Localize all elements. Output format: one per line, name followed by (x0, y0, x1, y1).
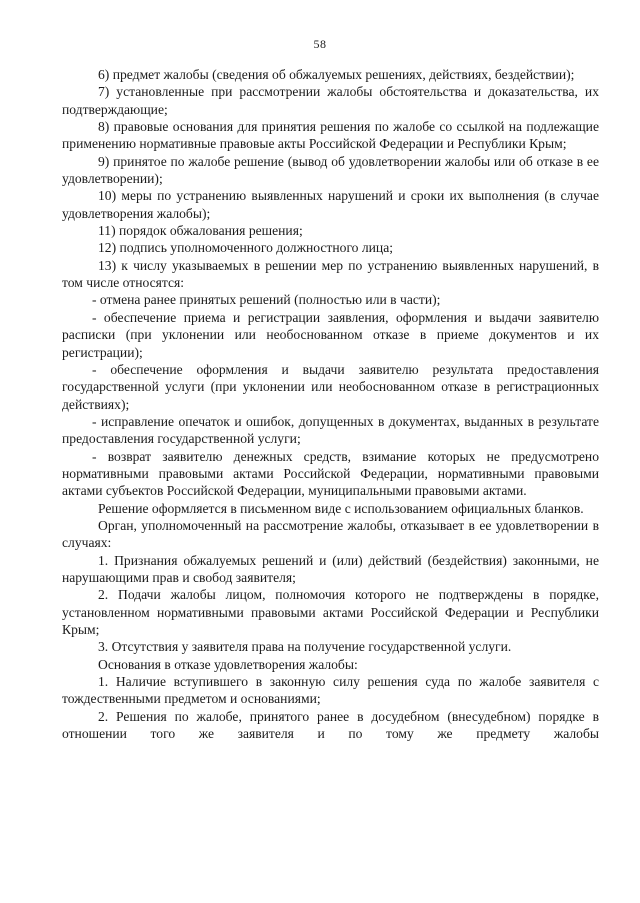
decision-form: Решение оформляется в письменном виде с использованием официальных бланков. (98, 500, 584, 516)
refusal-intro: Орган, уполномоченный на рассмотрение жалобы, отказывает в ее удовлетворении в случаях: (62, 517, 599, 551)
page-number: 58 (313, 37, 327, 51)
measure-cancel-decisions: - отмена ранее принятых решений (полностью или в части); (92, 292, 441, 308)
paragraph-13: 13) к числу указываемых в решении мер по устранению выявленных нарушений, в том числе относятся: (62, 257, 599, 291)
refusal-case-2: 2. Подачи жалобы лицом, полномочия которого не подтверждены в порядке, установленном нормативными правовыми актами Российской Федерации и Республики Крым; (62, 587, 599, 637)
measure-refund: - возврат заявителю денежных средств, взимание которых не предусмотрено нормативными правовыми актами Российской Федерации, нормативными правовыми актами субъектов Российской Федерации, муниципальными правовыми актами. (62, 448, 599, 499)
paragraph-10: 10) меры по устранению выявленных нарушений и сроки их выполнения (в случае удовлетворения жалобы); (62, 188, 599, 221)
rejection-grounds-heading: Основания в отказе удовлетворения жалобы: (98, 656, 358, 672)
paragraph-7: 7) установленные при рассмотрении жалобы обстоятельства и доказательства, их подтверждающие; (62, 84, 599, 117)
measure-typo-correction: - исправление опечаток и ошибок, допущенных в документах, выданных в результате предоставления государственной услуги; (62, 413, 599, 447)
paragraph-11: 11) порядок обжалования решения; (98, 223, 303, 239)
refusal-case-1: 1. Признания обжалуемых решений и (или) действий (бездействия) законными, не нарушающими прав и свобод заявителя; (62, 552, 599, 585)
paragraph-9: 9) принятое по жалобе решение (вывод об удовлетворении жалобы или об отказе в ее удовлетворении); (62, 153, 599, 187)
paragraph-6: 6) предмет жалобы (сведения об обжалуемых решениях, действиях, бездействии); (98, 67, 575, 82)
refusal-case-3: 3. Отсутствия у заявителя права на получение государственной услуги. (98, 639, 512, 655)
measure-registration: - обеспечение приема и регистрации заявления, оформления и выдачи заявителю расписки (при уклонении или необоснованном отказе в приеме документов и их регистрации); (62, 309, 599, 360)
measure-result-issue: - обеспечение оформления и выдачи заявителю результата предоставления государственной услуги (при уклонении или необоснованном отказе в регистрационных действиях); (62, 361, 599, 412)
rejection-ground-1: 1. Наличие вступившего в законную силу решения суда по жалобе заявителя с тождественными предметом и основаниями; (62, 674, 599, 707)
paragraph-8: 8) правовые основания для принятия решения по жалобе со ссылкой на подлежащие применению нормативные правовые акты Российской Федерации и Республики Крым; (62, 119, 599, 152)
document-body (62, 66, 599, 742)
rejection-ground-2: 2. Решения по жалобе, принятого ранее в досудебном (внесудебном) порядке в отношении того же заявителя и по тому же предмету жалобы (62, 708, 599, 742)
paragraph-12: 12) подпись уполномоченного должностного лица; (98, 240, 394, 256)
